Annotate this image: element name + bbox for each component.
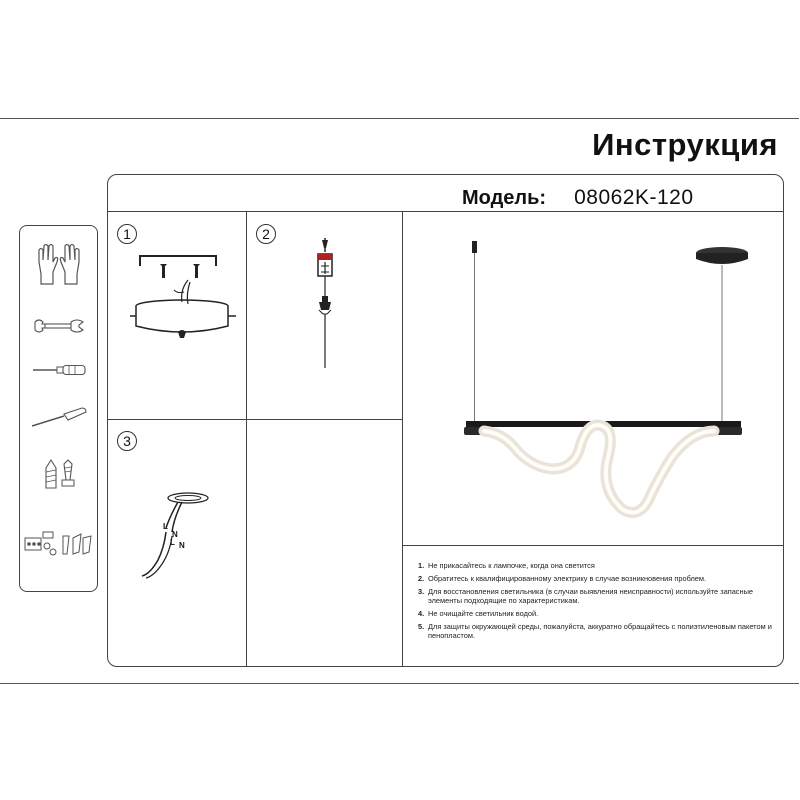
page-title: Инструкция	[592, 127, 778, 162]
note-text: Не прикасайтесь к лампочке, когда она светится	[428, 561, 595, 570]
step-1-canopy-illustration	[130, 250, 240, 345]
note-number: 3.	[418, 587, 425, 596]
screws-icon	[42, 458, 78, 490]
product-illustration	[402, 211, 784, 545]
row-divider	[107, 419, 403, 420]
wrench-icon	[33, 318, 85, 334]
note-number: 5.	[418, 622, 425, 631]
model-label: Модель:	[462, 187, 547, 209]
step-3-number: 3	[117, 431, 137, 451]
notes-divider	[402, 545, 784, 546]
flat-screwdriver-icon	[30, 406, 88, 428]
note-text: Для защиты окружающей среды, пожалуйста, аккуратно обращайтесь с полиэтиленовым пакетом и пенопластом.	[428, 622, 772, 640]
wire-label-l: L	[163, 522, 168, 531]
note-text: Для восстановления светильника (в случаи выявления неисправности) используйте запасные элементы подходящие по характеристикам.	[428, 587, 754, 605]
safety-notes	[418, 561, 773, 644]
step-2-number: 2	[256, 224, 276, 244]
note-item	[418, 574, 773, 583]
note-number: 4.	[418, 609, 425, 618]
wire-label-n: N	[172, 530, 178, 539]
note-item	[418, 609, 773, 618]
step-1-number: 1	[117, 224, 137, 244]
step-2-cable-illustration	[305, 238, 345, 373]
model-value: 08062K-120	[574, 186, 694, 209]
note-text: Не очищайте светильник водой.	[428, 609, 539, 618]
wire-label-l-2: L	[170, 538, 175, 547]
note-number: 2.	[418, 574, 425, 583]
wire-label-n-2: N	[179, 541, 185, 550]
column-divider-1	[246, 211, 247, 667]
connectors-icon	[23, 528, 95, 558]
note-item	[418, 622, 773, 640]
note-item	[418, 587, 773, 605]
note-number: 1.	[418, 561, 425, 570]
note-item	[418, 561, 773, 570]
gloves-icon	[33, 242, 85, 288]
note-text: Обратитесь к квалифицированному электрику в случае возникновения проблем.	[428, 574, 707, 583]
model-row	[462, 186, 694, 212]
screwdriver-icon	[31, 364, 87, 376]
